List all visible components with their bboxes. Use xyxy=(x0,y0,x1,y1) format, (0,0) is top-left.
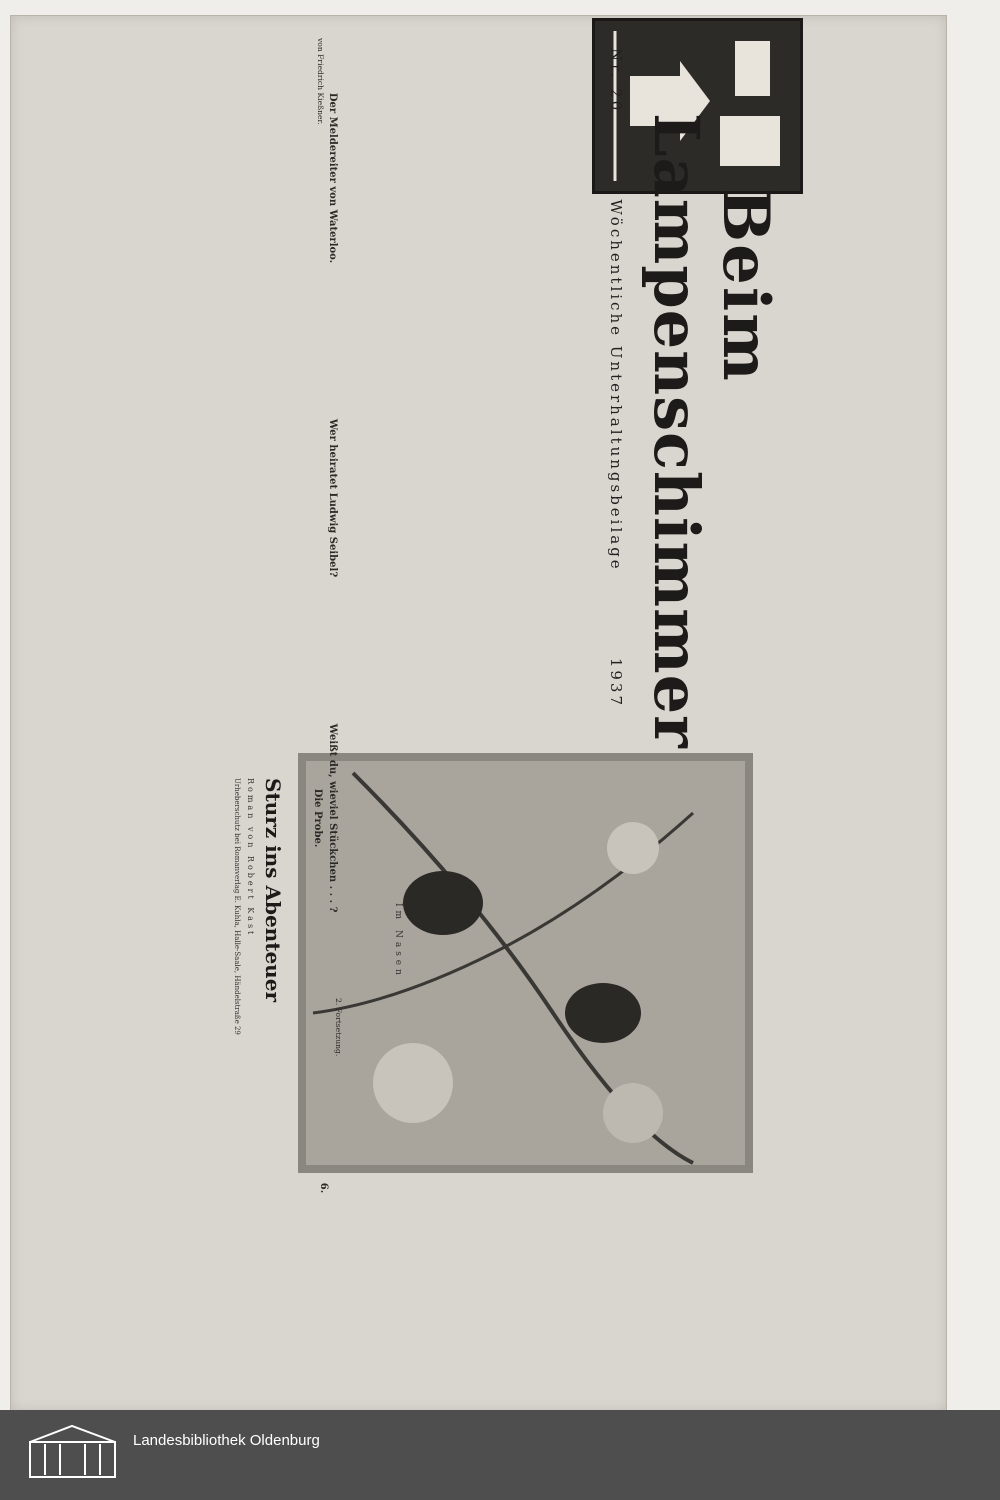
library-building-icon xyxy=(25,1422,120,1482)
year-label: 1937 xyxy=(607,657,625,708)
column-novel xyxy=(33,988,343,1388)
library-footer xyxy=(0,1410,1000,1500)
article-title-waterloo: Der Meldereiter von Waterloo. xyxy=(327,92,338,264)
novel-continuation: 2. Fortsetzung. xyxy=(334,998,343,1057)
novel-copyright: Urheberschutz bei Romanverlag E. Kuhla, Halle-Saale, Händelstraße 29 xyxy=(233,778,241,1035)
article-author-waterloo: von Friedrich Kießner. xyxy=(315,38,325,125)
column-stueck xyxy=(33,668,343,968)
supplement-label: Wöchentliche Unterhaltungsbeilage xyxy=(607,199,625,572)
novel-title: Sturz ins Abenteuer xyxy=(261,778,285,1002)
issue-number: Nr. 20 xyxy=(607,48,625,114)
novel-author: Roman von Robert Kast xyxy=(246,778,255,938)
photo-caption: Im Nasen xyxy=(393,903,403,979)
column-seibel xyxy=(33,348,343,648)
article-title-stueck: Weißt du, wieviel Stückchen . . . ? xyxy=(327,723,338,913)
masthead-subline xyxy=(607,48,625,708)
column-waterloo xyxy=(33,28,343,328)
newspaper-scan xyxy=(10,15,947,1412)
novel-chapter: 6. xyxy=(317,1182,329,1194)
article-title-seibel: Wer heiratet Ludwig Seibel? xyxy=(327,418,338,578)
masthead-title-line1: Beim xyxy=(708,188,783,383)
masthead-title-line2: Lampenschimmer xyxy=(640,113,713,749)
library-name: Landesbibliothek Oldenburg xyxy=(133,1432,320,1449)
photo-birds-in-branches xyxy=(298,753,753,1173)
rotated-newspaper-page xyxy=(13,18,943,1408)
article-title-probe: Die Probe. xyxy=(311,788,323,848)
